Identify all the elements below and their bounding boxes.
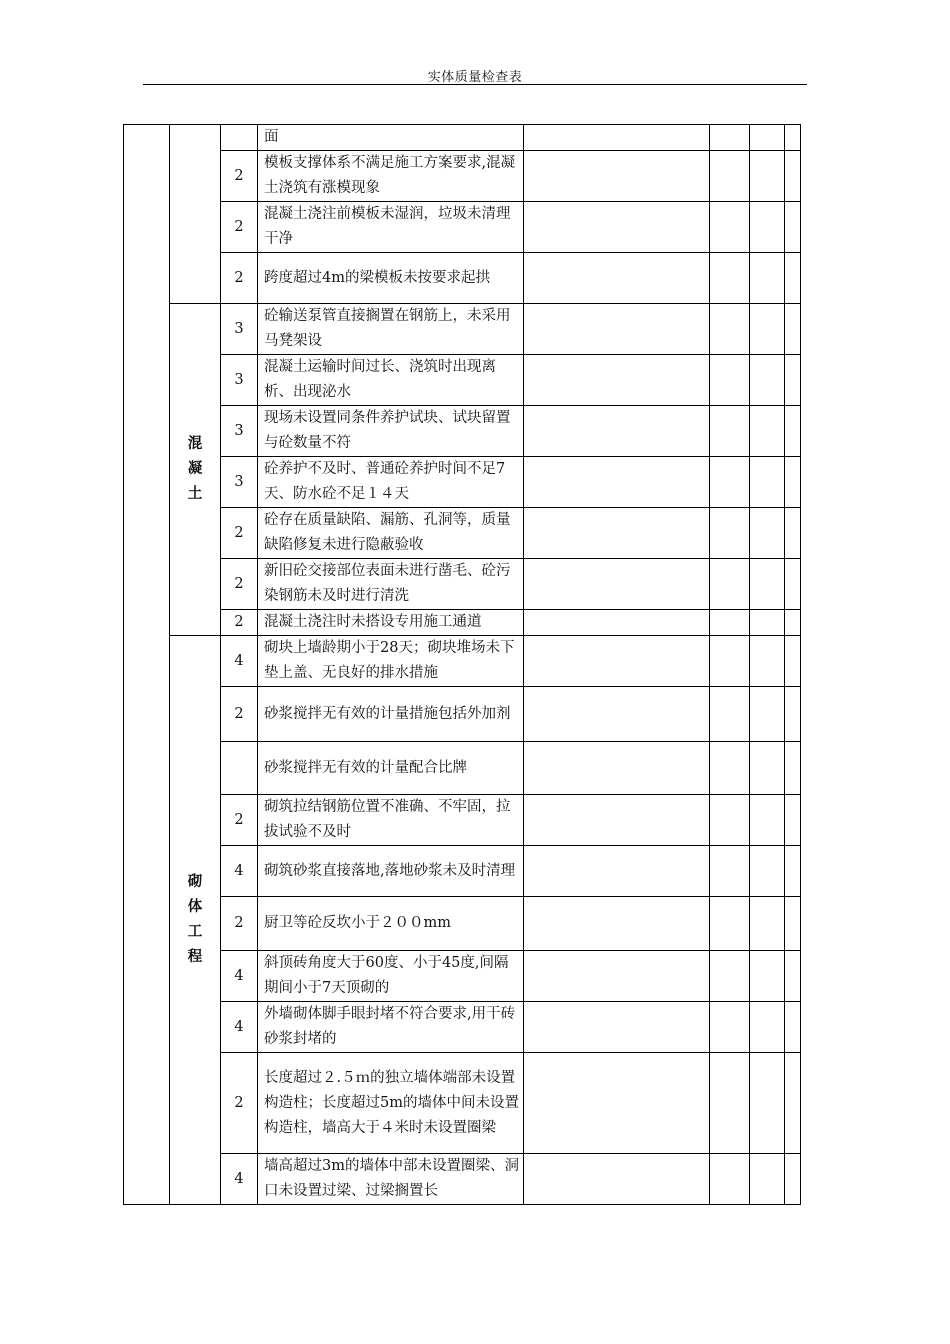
mark-cell xyxy=(710,897,750,951)
mark-cell xyxy=(710,457,750,508)
score-cell: 4 xyxy=(221,846,258,897)
item-cell: 长度超过２.５ｍ的独立墙体端部未设置构造柱；长度超过5m的墙体中间未设置构造柱，墙高大于４米时未设置圈梁 xyxy=(258,1053,524,1154)
table-row xyxy=(124,304,801,355)
score-cell: 2 xyxy=(221,151,258,202)
table-row xyxy=(124,687,801,742)
item-cell: 厨卫等砼反坎小于２００mm xyxy=(258,897,524,951)
mark-cell xyxy=(785,559,801,610)
item-cell: 砂浆搅拌无有效的计量配合比牌 xyxy=(258,742,524,795)
category-cell-formwork xyxy=(170,125,221,304)
result-cell xyxy=(524,151,710,202)
score-cell: 2 xyxy=(221,897,258,951)
mark-cell xyxy=(710,355,750,406)
table-row xyxy=(124,202,801,253)
score-cell: 4 xyxy=(221,951,258,1002)
mark-cell xyxy=(785,636,801,687)
item-cell: 砌块上墙龄期小于28天；砌块堆场未下垫上盖、无良好的排水措施 xyxy=(258,636,524,687)
mark-cell xyxy=(750,355,785,406)
score-cell: 2 xyxy=(221,1053,258,1154)
mark-cell xyxy=(785,951,801,1002)
table-row xyxy=(124,742,801,795)
mark-cell xyxy=(785,742,801,795)
quality-check-table xyxy=(123,124,801,1205)
mark-cell xyxy=(710,687,750,742)
mark-cell xyxy=(785,304,801,355)
mark-cell xyxy=(710,795,750,846)
mark-cell xyxy=(750,406,785,457)
mark-cell xyxy=(710,559,750,610)
mark-cell xyxy=(785,610,801,636)
mark-cell xyxy=(785,125,801,151)
mark-cell xyxy=(710,636,750,687)
item-cell: 墙高超过3m的墙体中部未设置圈梁、洞口未设置过梁、过梁搁置长 xyxy=(258,1154,524,1205)
mark-cell xyxy=(750,151,785,202)
mark-cell xyxy=(750,897,785,951)
table-row xyxy=(124,1053,801,1154)
mark-cell xyxy=(750,636,785,687)
result-cell xyxy=(524,457,710,508)
category-char: 土 xyxy=(187,486,203,502)
mark-cell xyxy=(750,742,785,795)
table-row xyxy=(124,610,801,636)
category-char: 砌 xyxy=(187,874,203,890)
mark-cell xyxy=(710,125,750,151)
mark-cell xyxy=(710,406,750,457)
mark-cell xyxy=(785,508,801,559)
result-cell xyxy=(524,742,710,795)
score-cell: 3 xyxy=(221,355,258,406)
item-cell: 外墙砌体脚手眼封堵不符合要求,用干砖砂浆封堵的 xyxy=(258,1002,524,1053)
score-cell: 2 xyxy=(221,610,258,636)
result-cell xyxy=(524,1002,710,1053)
mark-cell xyxy=(710,846,750,897)
item-cell: 混凝土浇注前模板未湿润，垃圾未清理干净 xyxy=(258,202,524,253)
mark-cell xyxy=(785,897,801,951)
result-cell xyxy=(524,795,710,846)
result-cell xyxy=(524,508,710,559)
item-cell: 砌筑砂浆直接落地,落地砂浆未及时清理 xyxy=(258,846,524,897)
table-row xyxy=(124,636,801,687)
mark-cell xyxy=(750,846,785,897)
result-cell xyxy=(524,355,710,406)
mark-cell xyxy=(785,1053,801,1154)
table-row xyxy=(124,951,801,1002)
item-cell: 砼输送泵管直接搁置在钢筋上，未采用马凳架设 xyxy=(258,304,524,355)
table-row xyxy=(124,355,801,406)
mark-cell xyxy=(710,1002,750,1053)
score-cell: 2 xyxy=(221,795,258,846)
mark-cell xyxy=(750,457,785,508)
score-cell: 2 xyxy=(221,559,258,610)
mark-cell xyxy=(710,508,750,559)
score-cell: 4 xyxy=(221,636,258,687)
mark-cell xyxy=(710,1154,750,1205)
result-cell xyxy=(524,1053,710,1154)
mark-cell xyxy=(750,687,785,742)
result-cell xyxy=(524,951,710,1002)
result-cell xyxy=(524,687,710,742)
score-cell: 3 xyxy=(221,457,258,508)
result-cell xyxy=(524,1154,710,1205)
mark-cell xyxy=(750,202,785,253)
mark-cell xyxy=(710,151,750,202)
mark-cell xyxy=(785,253,801,304)
item-cell: 砼养护不及时、普通砼养护时间不足7天、防水砼不足１４天 xyxy=(258,457,524,508)
result-cell xyxy=(524,636,710,687)
mark-cell xyxy=(750,795,785,846)
mark-cell xyxy=(785,151,801,202)
table-row xyxy=(124,795,801,846)
mark-cell xyxy=(785,846,801,897)
category-char: 凝 xyxy=(187,461,203,477)
mark-cell xyxy=(710,202,750,253)
mark-cell xyxy=(750,304,785,355)
mark-cell xyxy=(710,1053,750,1154)
item-cell: 面 xyxy=(258,125,524,151)
item-cell: 跨度超过4m的梁模板未按要求起拱 xyxy=(258,253,524,304)
mark-cell xyxy=(785,202,801,253)
result-cell xyxy=(524,846,710,897)
table-row xyxy=(124,1002,801,1053)
mark-cell xyxy=(785,687,801,742)
score-cell: 4 xyxy=(221,1002,258,1053)
item-cell: 混凝土运输时间过长、浇筑时出现离析、出现泌水 xyxy=(258,355,524,406)
category-char: 体 xyxy=(187,899,203,915)
result-cell xyxy=(524,125,710,151)
result-cell xyxy=(524,253,710,304)
mark-cell xyxy=(750,508,785,559)
category-char: 工 xyxy=(187,924,203,940)
score-cell xyxy=(221,742,258,795)
score-cell: 3 xyxy=(221,304,258,355)
mark-cell xyxy=(750,610,785,636)
mark-cell xyxy=(750,125,785,151)
score-cell: 4 xyxy=(221,1154,258,1205)
mark-cell xyxy=(710,610,750,636)
result-cell xyxy=(524,202,710,253)
mark-cell xyxy=(785,355,801,406)
mark-cell xyxy=(785,1154,801,1205)
table-row xyxy=(124,559,801,610)
result-cell xyxy=(524,406,710,457)
result-cell xyxy=(524,610,710,636)
table-row xyxy=(124,846,801,897)
score-cell: 2 xyxy=(221,508,258,559)
table-row xyxy=(124,406,801,457)
mark-cell xyxy=(750,559,785,610)
outer-category-cell xyxy=(124,125,170,1205)
mark-cell xyxy=(785,795,801,846)
category-char: 混 xyxy=(187,436,203,452)
mark-cell xyxy=(710,253,750,304)
result-cell xyxy=(524,559,710,610)
score-cell: 2 xyxy=(221,253,258,304)
score-cell: 2 xyxy=(221,687,258,742)
mark-cell xyxy=(785,406,801,457)
mark-cell xyxy=(750,1053,785,1154)
category-char: 程 xyxy=(187,949,203,965)
category-cell-masonry xyxy=(170,636,221,1205)
mark-cell xyxy=(710,742,750,795)
table-row xyxy=(124,1154,801,1205)
table-row xyxy=(124,253,801,304)
score-cell: 3 xyxy=(221,406,258,457)
mark-cell xyxy=(750,1154,785,1205)
table-row xyxy=(124,125,801,151)
table-row xyxy=(124,508,801,559)
mark-cell xyxy=(750,253,785,304)
mark-cell xyxy=(710,951,750,1002)
table-row xyxy=(124,457,801,508)
page-header-title: 实体质量检查表 xyxy=(427,70,523,85)
item-cell: 砂浆搅拌无有效的计量措施包括外加剂 xyxy=(258,687,524,742)
mark-cell xyxy=(710,304,750,355)
item-cell: 砼存在质量缺陷、漏筋、孔洞等，质量缺陷修复未进行隐蔽验收 xyxy=(258,508,524,559)
table-row xyxy=(124,897,801,951)
item-cell: 混凝土浇注时未搭设专用施工通道 xyxy=(258,610,524,636)
mark-cell xyxy=(750,951,785,1002)
score-cell: 2 xyxy=(221,202,258,253)
mark-cell xyxy=(750,1002,785,1053)
item-cell: 砌筑拉结钢筋位置不准确、不牢固，拉拔试验不及时 xyxy=(258,795,524,846)
header-rule xyxy=(143,84,807,85)
score-cell xyxy=(221,125,258,151)
mark-cell xyxy=(785,1002,801,1053)
category-cell-concrete xyxy=(170,304,221,636)
item-cell: 模板支撑体系不满足施工方案要求,混凝土浇筑有涨模现象 xyxy=(258,151,524,202)
result-cell xyxy=(524,304,710,355)
result-cell xyxy=(524,897,710,951)
item-cell: 现场未设置同条件养护试块、试块留置与砼数量不符 xyxy=(258,406,524,457)
item-cell: 斜顶砖角度大于60度、小于45度,间隔期间小于7天顶砌的 xyxy=(258,951,524,1002)
item-cell: 新旧砼交接部位表面未进行凿毛、砼污染钢筋未及时进行清洗 xyxy=(258,559,524,610)
table-row xyxy=(124,151,801,202)
mark-cell xyxy=(785,457,801,508)
